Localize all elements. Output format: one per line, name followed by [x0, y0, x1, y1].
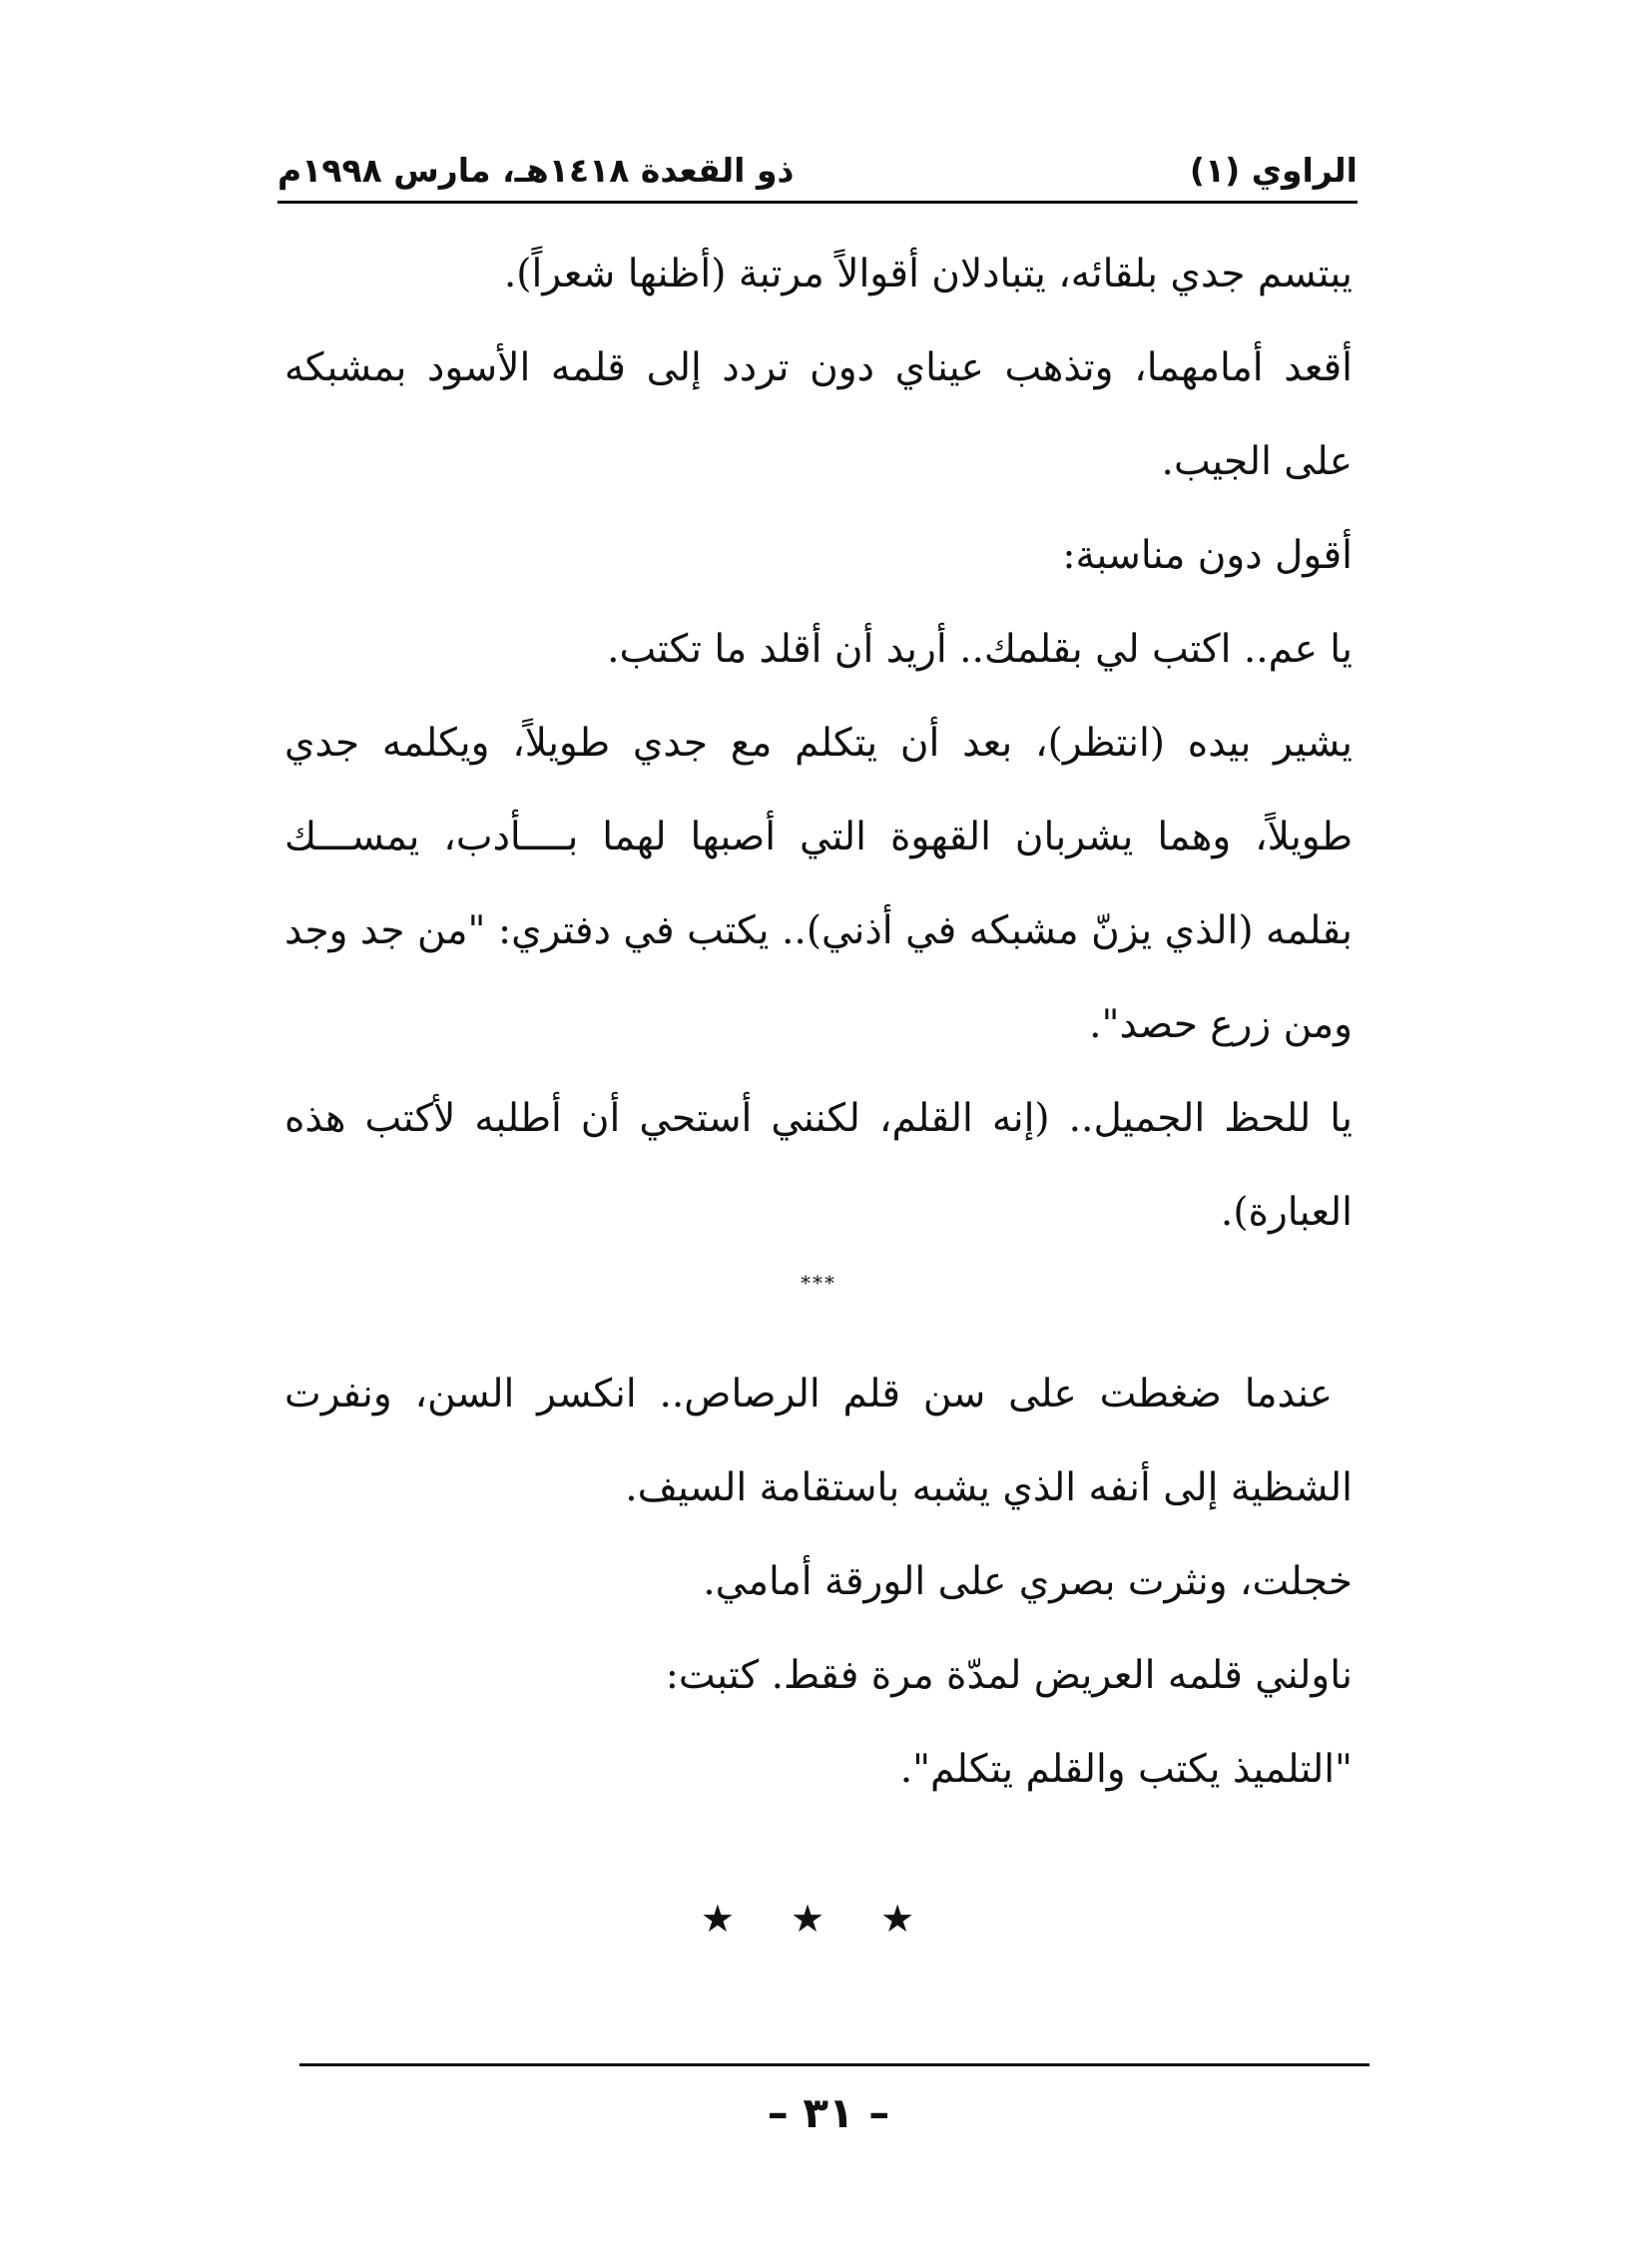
page-number: – ٣١ –: [767, 2088, 890, 2137]
section-separator: ***: [801, 1271, 836, 1295]
paragraph-7: عندما ضغطت على سن قلم الرصاص.. انكسر السن، ونفرت الشظية إلى أنفه الذي يشبه باستقامة السيف.: [284, 1372, 1353, 1510]
paragraph-4: يا عم.. اكتب لي بقلمك.. أريد أن أقلد ما تكتب.: [607, 627, 1353, 672]
body-section-one: [284, 228, 1353, 1338]
paragraph-3: أقول دون مناسبة:: [1062, 533, 1353, 578]
paragraph-6: يا للحظ الجميل.. (إنه القلم، لكنني أستحي أن أطلبه لأكتب هذه العبارة).: [284, 1096, 1353, 1235]
paragraph-1: يبتسم جدي بلقائه، يتبادلان أقوالاً مرتبة (أظنها شعراً).: [503, 252, 1353, 296]
header-divider: [277, 201, 1358, 204]
paragraph-10: "التلميذ يكتب والقلم يتكلم".: [899, 1747, 1353, 1792]
footer-divider: [299, 2063, 1369, 2066]
paragraph-8: خجلت، ونثرت بصري على الورقة أمامي.: [703, 1559, 1353, 1604]
paragraph-9: ناولني قلمه العريض لمدّة مرة فقط. كتبت:: [665, 1653, 1353, 1698]
running-header: [277, 140, 1358, 200]
paragraph-2: أقعد أمامهما، وتذهب عيناي دون تردد إلى قلمه الأسود بمشبكه على الجيب.: [284, 345, 1353, 484]
header-publication-title: الراوي (١): [1189, 150, 1358, 190]
paragraph-5: يشير بيده (انتظر)، بعد أن يتكلم مع جدي طويلاً، ويكلمه جدي طويلاً، وهما يشربان القهوة التي أصبها لهما بــــأدب، يمســـك بقلمه (الذي يزنّ مشبكه في أذني).. يكتب في دفتري: "من جد وجد ومن زرع حصد".: [284, 721, 1353, 1047]
body-section-two: [284, 1348, 1353, 1817]
header-issue-date: ذو القعدة ١٤١٨هـ، مارس ١٩٩٨م: [277, 150, 795, 190]
end-ornament-stars: ★ ★ ★: [700, 1897, 937, 1941]
